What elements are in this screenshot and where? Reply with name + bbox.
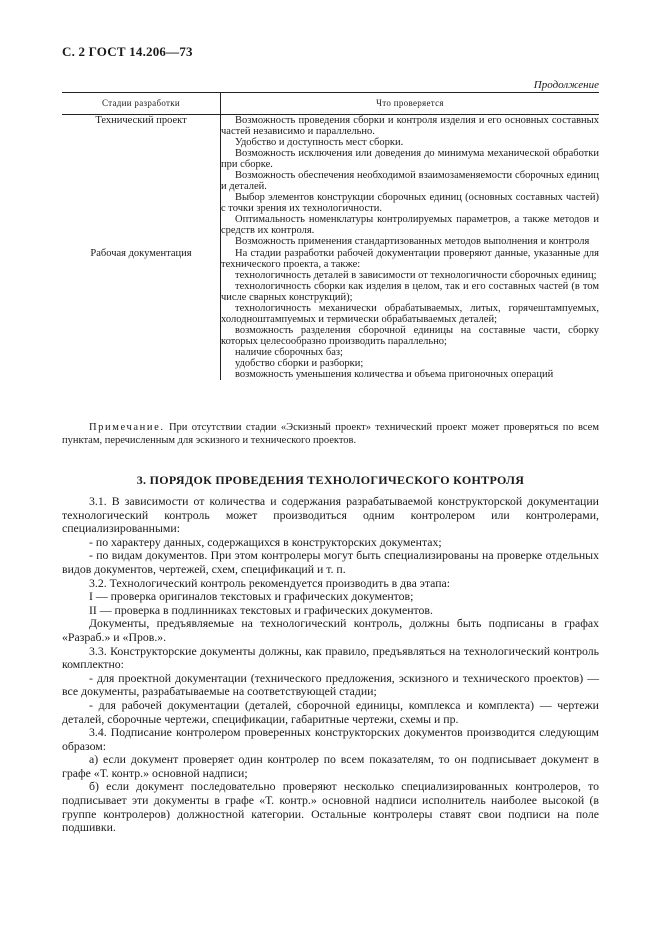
- paragraph: - для рабочей документации (деталей, сборочной единицы, комплекса и комплекта) — чертежи деталей, сборочные чертежи, спецификации, габаритные чертежи, схемы и пр.: [62, 697, 599, 726]
- column-header-stage: Стадии разработки: [62, 93, 221, 115]
- paragraph: 3.3. Конструкторские документы должны, как правило, предъявляться на технологический контроль комплектно:: [62, 643, 599, 672]
- table-header-row: [62, 93, 599, 115]
- check-item: наличие сборочных баз;: [235, 347, 343, 358]
- check-item: технологичность сборки как изделия в целом, так и его составных частей (в том числе сварных конструкций);: [221, 281, 599, 303]
- check-item: Возможность исключения или доведения до минимума механической обработки при сборке.: [221, 148, 599, 170]
- paragraph: 3.1. В зависимости от количества и содержания разрабатываемой конструкторской документации технологический контроль может производиться одним контролером или контролерами, специализированными:: [62, 494, 599, 536]
- table-row: [62, 247, 599, 380]
- stage-cell: Технический проект: [95, 115, 187, 126]
- check-item: возможность уменьшения количества и объема пригоночных операций: [235, 369, 554, 380]
- column-header-checked: Что проверяется: [221, 93, 600, 115]
- checklist-cell: [221, 247, 600, 380]
- section-body: [62, 495, 599, 835]
- stage-cell: Рабочая документация: [90, 248, 192, 259]
- paragraph: II — проверка в подлинниках текстовых и графических документов.: [89, 602, 433, 617]
- check-item: Возможность обеспечения необходимой взаимозаменяемости сборочных единиц и деталей.: [221, 170, 599, 192]
- table-row: [62, 115, 599, 248]
- check-item: Возможность проведения сборки и контроля изделия и его основных составных частей независимо и параллельно.: [221, 115, 599, 137]
- check-item: На стадии разработки рабочей документации проверяют данные, указанные для технического проекта, а также:: [221, 248, 599, 270]
- paragraph: - по характеру данных, содержащихся в конструкторских документах;: [89, 534, 442, 549]
- paragraph: I — проверка оригиналов текстовых и графических документов;: [89, 589, 414, 604]
- checklist-cell: [221, 115, 600, 248]
- note-label: Примечание.: [89, 422, 165, 433]
- check-item: Удобство и доступность мест сборки.: [235, 137, 404, 148]
- check-item: Выбор элементов конструкции сборочных единиц (основных составных частей) с точки зрения их технологичности.: [221, 192, 599, 214]
- check-item: технологичность механически обрабатываемых, литых, горячештампуемых, холодноштампуемых и термически обрабатываемых деталей;: [221, 303, 599, 325]
- paragraph: - по видам документов. При этом контролеры могут быть специализированы на проверке отдельных видов документов, чертежей, схем, спецификаций и т. п.: [62, 548, 599, 576]
- check-item: технологичность деталей в зависимости от технологичности сборочных единиц;: [235, 270, 597, 281]
- paragraph: - для проектной документации (технического предложения, эскизного и технического проектов) — все документы, разрабатываемые на соответствующей стадии;: [62, 670, 599, 699]
- check-item: Возможность применения стандартизованных методов выполнения и контроля: [235, 236, 590, 247]
- paragraph: 3.4. Подписание контролером проверенных конструкторских документов производится следующим образом:: [62, 725, 599, 753]
- paragraph: а) если документ проверяет один контролер по всем показателям, то он подписывает документ в графе «Т. контр.» основной надписи;: [62, 752, 599, 780]
- paragraph: Документы, предъявляемые на технологический контроль, должны быть подписаны в графах «Разраб.» и «Пров.».: [62, 616, 599, 644]
- check-item: возможность разделения сборочной единицы на составные части, сборку которых целесообразно производить параллельно;: [221, 325, 599, 347]
- table-note: [62, 421, 599, 447]
- section-heading: 3. ПОРЯДОК ПРОВЕДЕНИЯ ТЕХНОЛОГИЧЕСКОГО КОНТРОЛЯ: [136, 473, 525, 487]
- running-head: С. 2 ГОСТ 14.206—73: [62, 44, 193, 59]
- continuation-label: Продолжение: [533, 79, 599, 91]
- note-text: При отсутствии стадии «Эскизный проект» технический проект может проверяться по всем пунктам, перечисленным для эскизного и технического проектов.: [62, 422, 599, 446]
- paragraph: 3.2. Технологический контроль рекомендуется производить в два этапа:: [89, 575, 451, 590]
- paragraph: б) если документ последовательно проверяют несколько специализированных контролеров, то подписывает эти документы в графе «Т. контр.» основной надписи исполнитель наиболее высокой (в группе контролеров) должностной категории. Остальные контролеры ставят свои подписи на поле подшивки.: [62, 779, 599, 835]
- check-item: удобство сборки и разборки;: [235, 358, 364, 369]
- check-item: Оптимальность номенклатуры контролируемых параметров, а также методов и средств их контроля.: [221, 214, 599, 236]
- checks-table: [62, 92, 599, 380]
